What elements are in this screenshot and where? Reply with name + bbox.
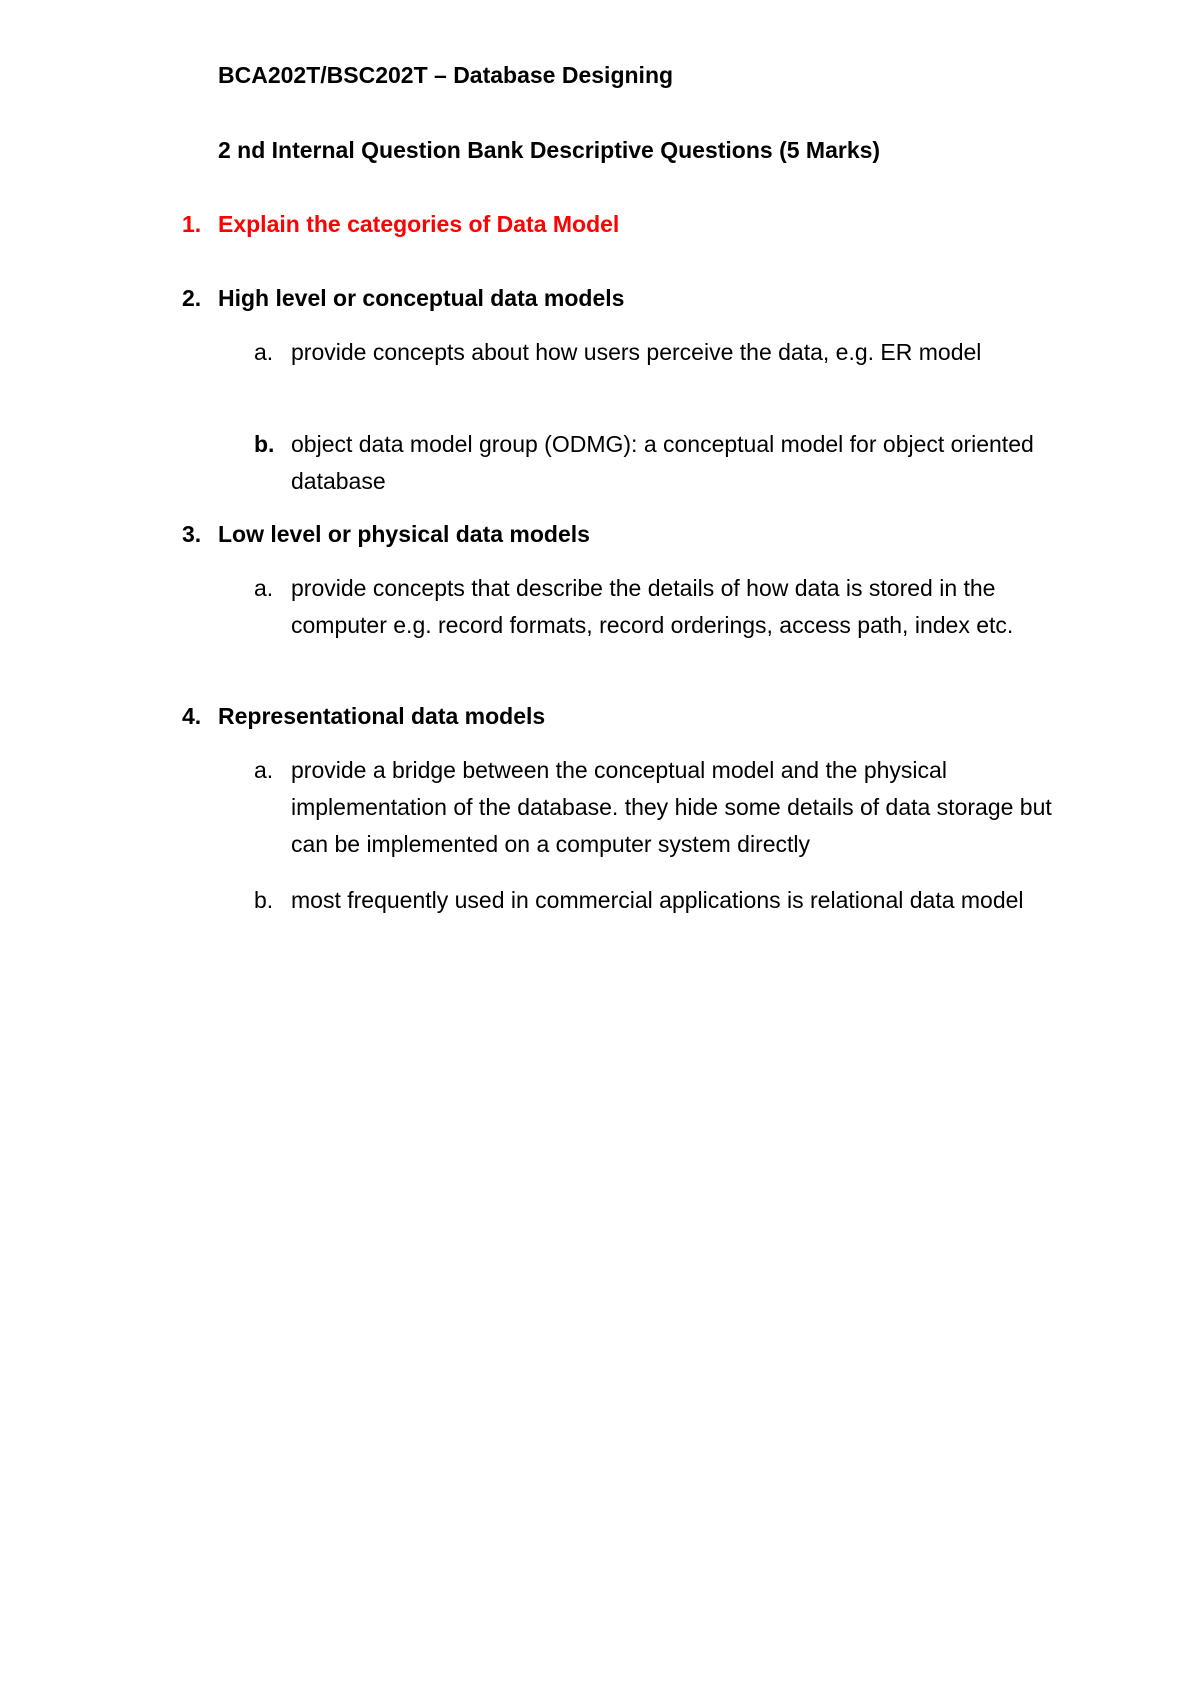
document-subtitle: 2 nd Internal Question Bank Descriptive Questions (5 Marks) — [218, 137, 881, 163]
subitem-marker: b. — [254, 887, 274, 913]
subitem-marker: a. — [254, 757, 274, 783]
subitem-text: object data model group (ODMG): a conceptual model for object oriented database — [291, 431, 1034, 494]
question-number: 3. — [182, 521, 202, 547]
question-number: 2. — [182, 285, 202, 311]
document-title: BCA202T/BSC202T – Database Designing — [218, 62, 674, 88]
subitem-marker: b. — [254, 431, 275, 457]
subitem-marker: a. — [254, 575, 274, 601]
subitem-text: provide a bridge between the conceptual model and the physical implementation of the database. they hide some details of data storage but can be implemented on a computer system directly — [291, 757, 1052, 857]
question-heading: Low level or physical data models — [218, 521, 590, 547]
subitem-text: most frequently used in commercial applications is relational data model — [291, 887, 1024, 913]
subitem-text: provide concepts that describe the details of how data is stored in the computer e.g. record formats, record orderings, access path, index etc. — [291, 575, 1014, 638]
question-number: 1. — [182, 211, 202, 237]
question-heading: Explain the categories of Data Model — [218, 211, 620, 237]
question-heading: Representational data models — [218, 703, 546, 729]
subitem-marker: a. — [254, 339, 274, 365]
question-heading: High level or conceptual data models — [218, 285, 625, 311]
question-number: 4. — [182, 703, 202, 729]
subitem-text: provide concepts about how users perceive the data, e.g. ER model — [291, 339, 982, 365]
